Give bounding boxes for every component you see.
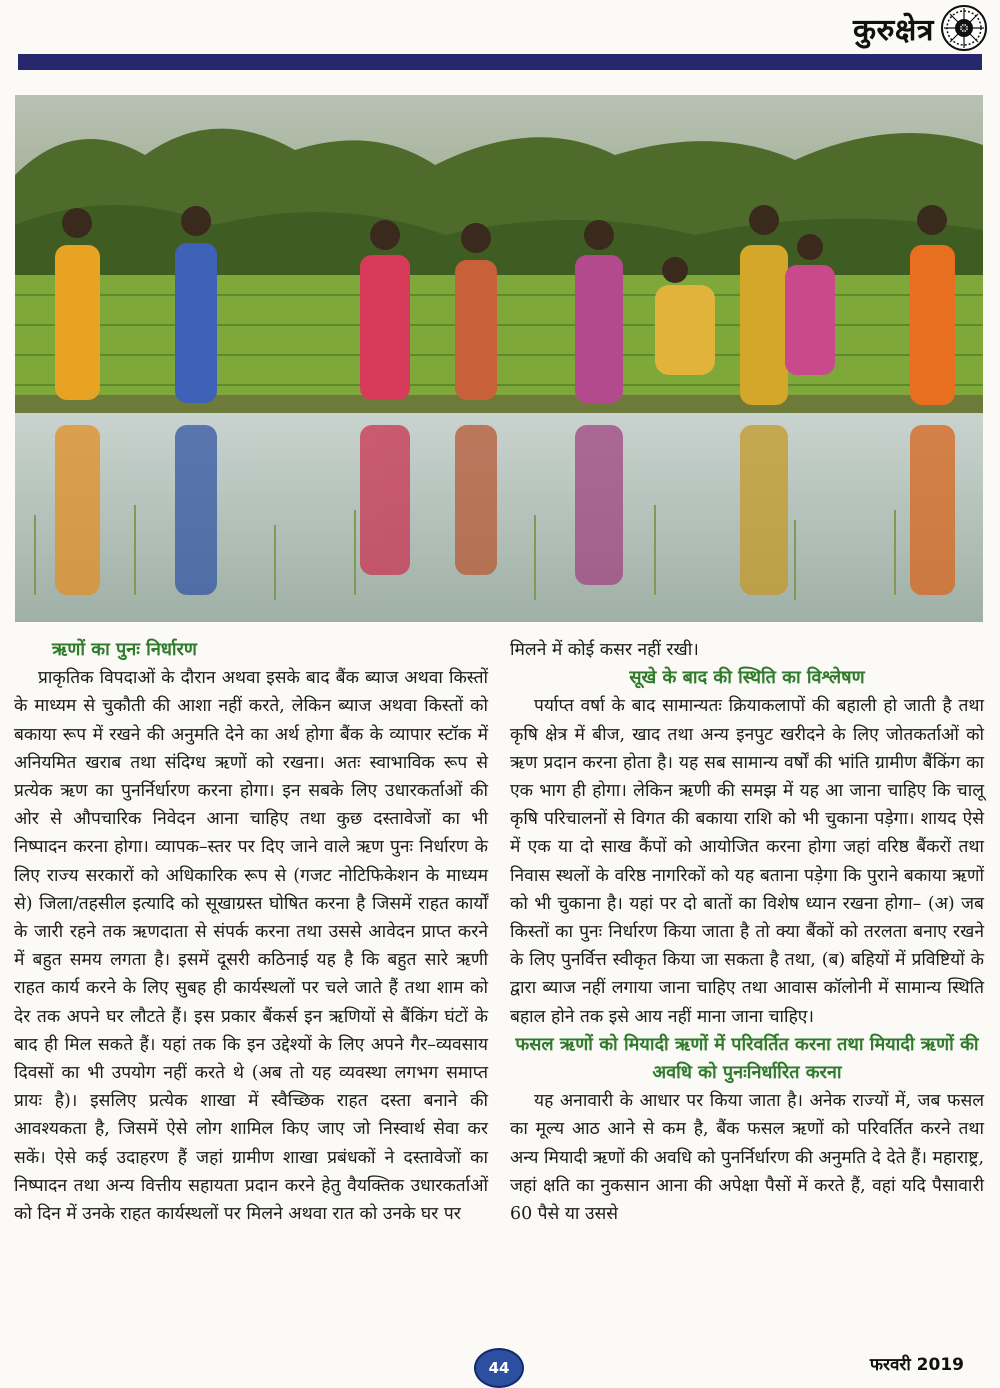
- section-heading-post-drought-analysis: सूखे के बाद की स्थिति का विश्लेषण: [629, 667, 865, 689]
- page-number: 44: [474, 1348, 524, 1388]
- paddy-field-photo: [15, 95, 983, 622]
- right-column: [510, 636, 984, 1228]
- body-paragraph: पर्याप्त वर्षा के बाद सामान्यतः क्रियाकलापों की बहाली हो जाती है तथा कृषि क्षेत्र में बीज, खाद तथा अन्य इनपुट खरीदने के लिए जोतकर्ताओं को ऋण प्रदान करना होता है। यह सब सामान्य वर्षों की भांति ग्रामीण बैंकिंग का एक भाग ही होगा। लेकिन ऋणी की समझ में यह आ जाना चाहिए कि चालू कृषि परिचालनों से विगत की बकाया राशि को भी चुकाना पड़ेगा। शायद ऐसे में एक या दो साख कैंपों को आयोजित करना होगा जहां वरिष्ठ बैंकरों तथा निवास स्थलों के वरिष्ठ नागरिकों को यह बताना पड़ेगा कि पुराने बकाया ऋणों को भी चुकाना है। यहां पर दो बातों का विशेष ध्यान रखना होगा– (अ) जब किस्तों का पुनः निर्धारण किया जाता है तो क्या बैंकों को तरलता बनाए रखने के लिए पुनर्वित्त स्वीकृत किया जा सकता है तथा, (ब) बहियों में प्रविष्टियों के द्वारा ब्याज नहीं लगाया जाना चाहिए तथा आवास कॉलोनी में सामान्य स्थिति बहाल होने तक इसे आय नहीं माना जाना चाहिए।: [510, 696, 985, 1027]
- body-paragraph: प्राकृतिक विपदाओं के दौरान अथवा इसके बाद बैंक ब्याज अथवा किस्तों के माध्यम से चुकौती की आशा नहीं करते, लेकिन ब्याज अथवा किस्तों को बकाया रूप में रखने की अनुमति देने का अर्थ होगा बैंक के व्यापार स्टॉक में अनियमित खराब तथा संदिग्ध ऋणों को रखना। अतः स्वाभाविक रूप से प्रत्येक ऋण का पुनर्निर्धारण करना होगा। इन सबके लिए उधारकर्ताओं की ओर से औपचारिक निवेदन आना चाहिए तथा कुछ दस्तावेजों का भी निष्पादन करना होगा। व्यापक–स्तर पर दिए जाने वाले ऋण पुनः निर्धारण के लिए राज्य सरकारों को अधिकारिक रूप से (गजट नोटिफिकेशन के माध्यम से) जिला/तहसील इत्यादि को सूखाग्रस्त घोषित करना है जिसमें राहत कार्यों के जारी रहने तक ऋणदाता से संपर्क करना तथा उससे आवेदन प्राप्त करने में बहुत समय लगता है। इसमें दूसरी कठिनाई यह है कि बहुत सारे ऋणी राहत कार्य करने के लिए सुबह ही कार्यस्थलों पर चले जाते हैं तथा शाम को देर तक अपने घर लौटते हैं। इस प्रकार बैंकर्स इन ऋणियों से बैंकिंग घंटों के बाद ही मिल सकते हैं। यहां तक कि इन उद्देश्यों के लिए अपने गैर–व्यवसाय दिवसों का भी उपयोग नहीं करते थे (अब तो यह व्यवस्था लगभग समाप्त प्रायः है)। इसलिए प्रत्येक शाखा में स्वैच्छिक राहत दस्ता बनाने की आवश्यकता है, जिसमें ऐसे लोग शामिल किए जाए जो निस्वार्थ सेवा कर सकें। ऐसे कई उदाहरण हैं जहां ग्रामीण शाखा प्रबंधकों ने दस्तावेजों का निष्पादन तथा अन्य वित्तीय सहायता प्रदान करने हेतु वैयक्तिक उधारकर्ताओं को दिन में उनके राहत कार्यस्थलों पर मिलने अथवा रात को उनके घर पर: [14, 668, 488, 1225]
- header-band: [18, 54, 982, 70]
- body-paragraph: यह अनावारी के आधार पर किया जाता है। अनेक राज्यों में, जब फसल का मूल्य आठ आने से कम है, बैंक फसल ऋणों को परिवर्तित करने तथा अन्य मियादी ऋणों की अवधि को पुनर्निर्धारण की अनुमति दे देते हैं। महाराष्ट्र, जहां क्षति का नुकसान आना की अपेक्षा पैसों में करते हैं, वहां यदि पैसावारी 60 पैसे या उससे: [510, 1091, 984, 1225]
- issue-date: फरवरी 2019: [869, 1355, 964, 1375]
- wheel-emblem-icon: [940, 4, 988, 52]
- magazine-title: कुरुक्षेत्र: [852, 13, 934, 48]
- continued-paragraph: मिलने में कोई कसर नहीं रखी।: [510, 640, 699, 660]
- section-heading-crop-loan-conversion: फसल ऋणों को मियादी ऋणों में परिवर्तित करना तथा मियादी ऋणों की अवधि को पुनःनिर्धारित करना: [515, 1033, 979, 1084]
- masthead: [0, 0, 1000, 58]
- women-walking-on-paddy-field-bund-photo: [15, 95, 983, 622]
- page-footer: [0, 1340, 1000, 1388]
- section-heading-loan-rescheduling: ऋणों का पुनः निर्धारण: [52, 639, 197, 660]
- left-column: [14, 636, 488, 1228]
